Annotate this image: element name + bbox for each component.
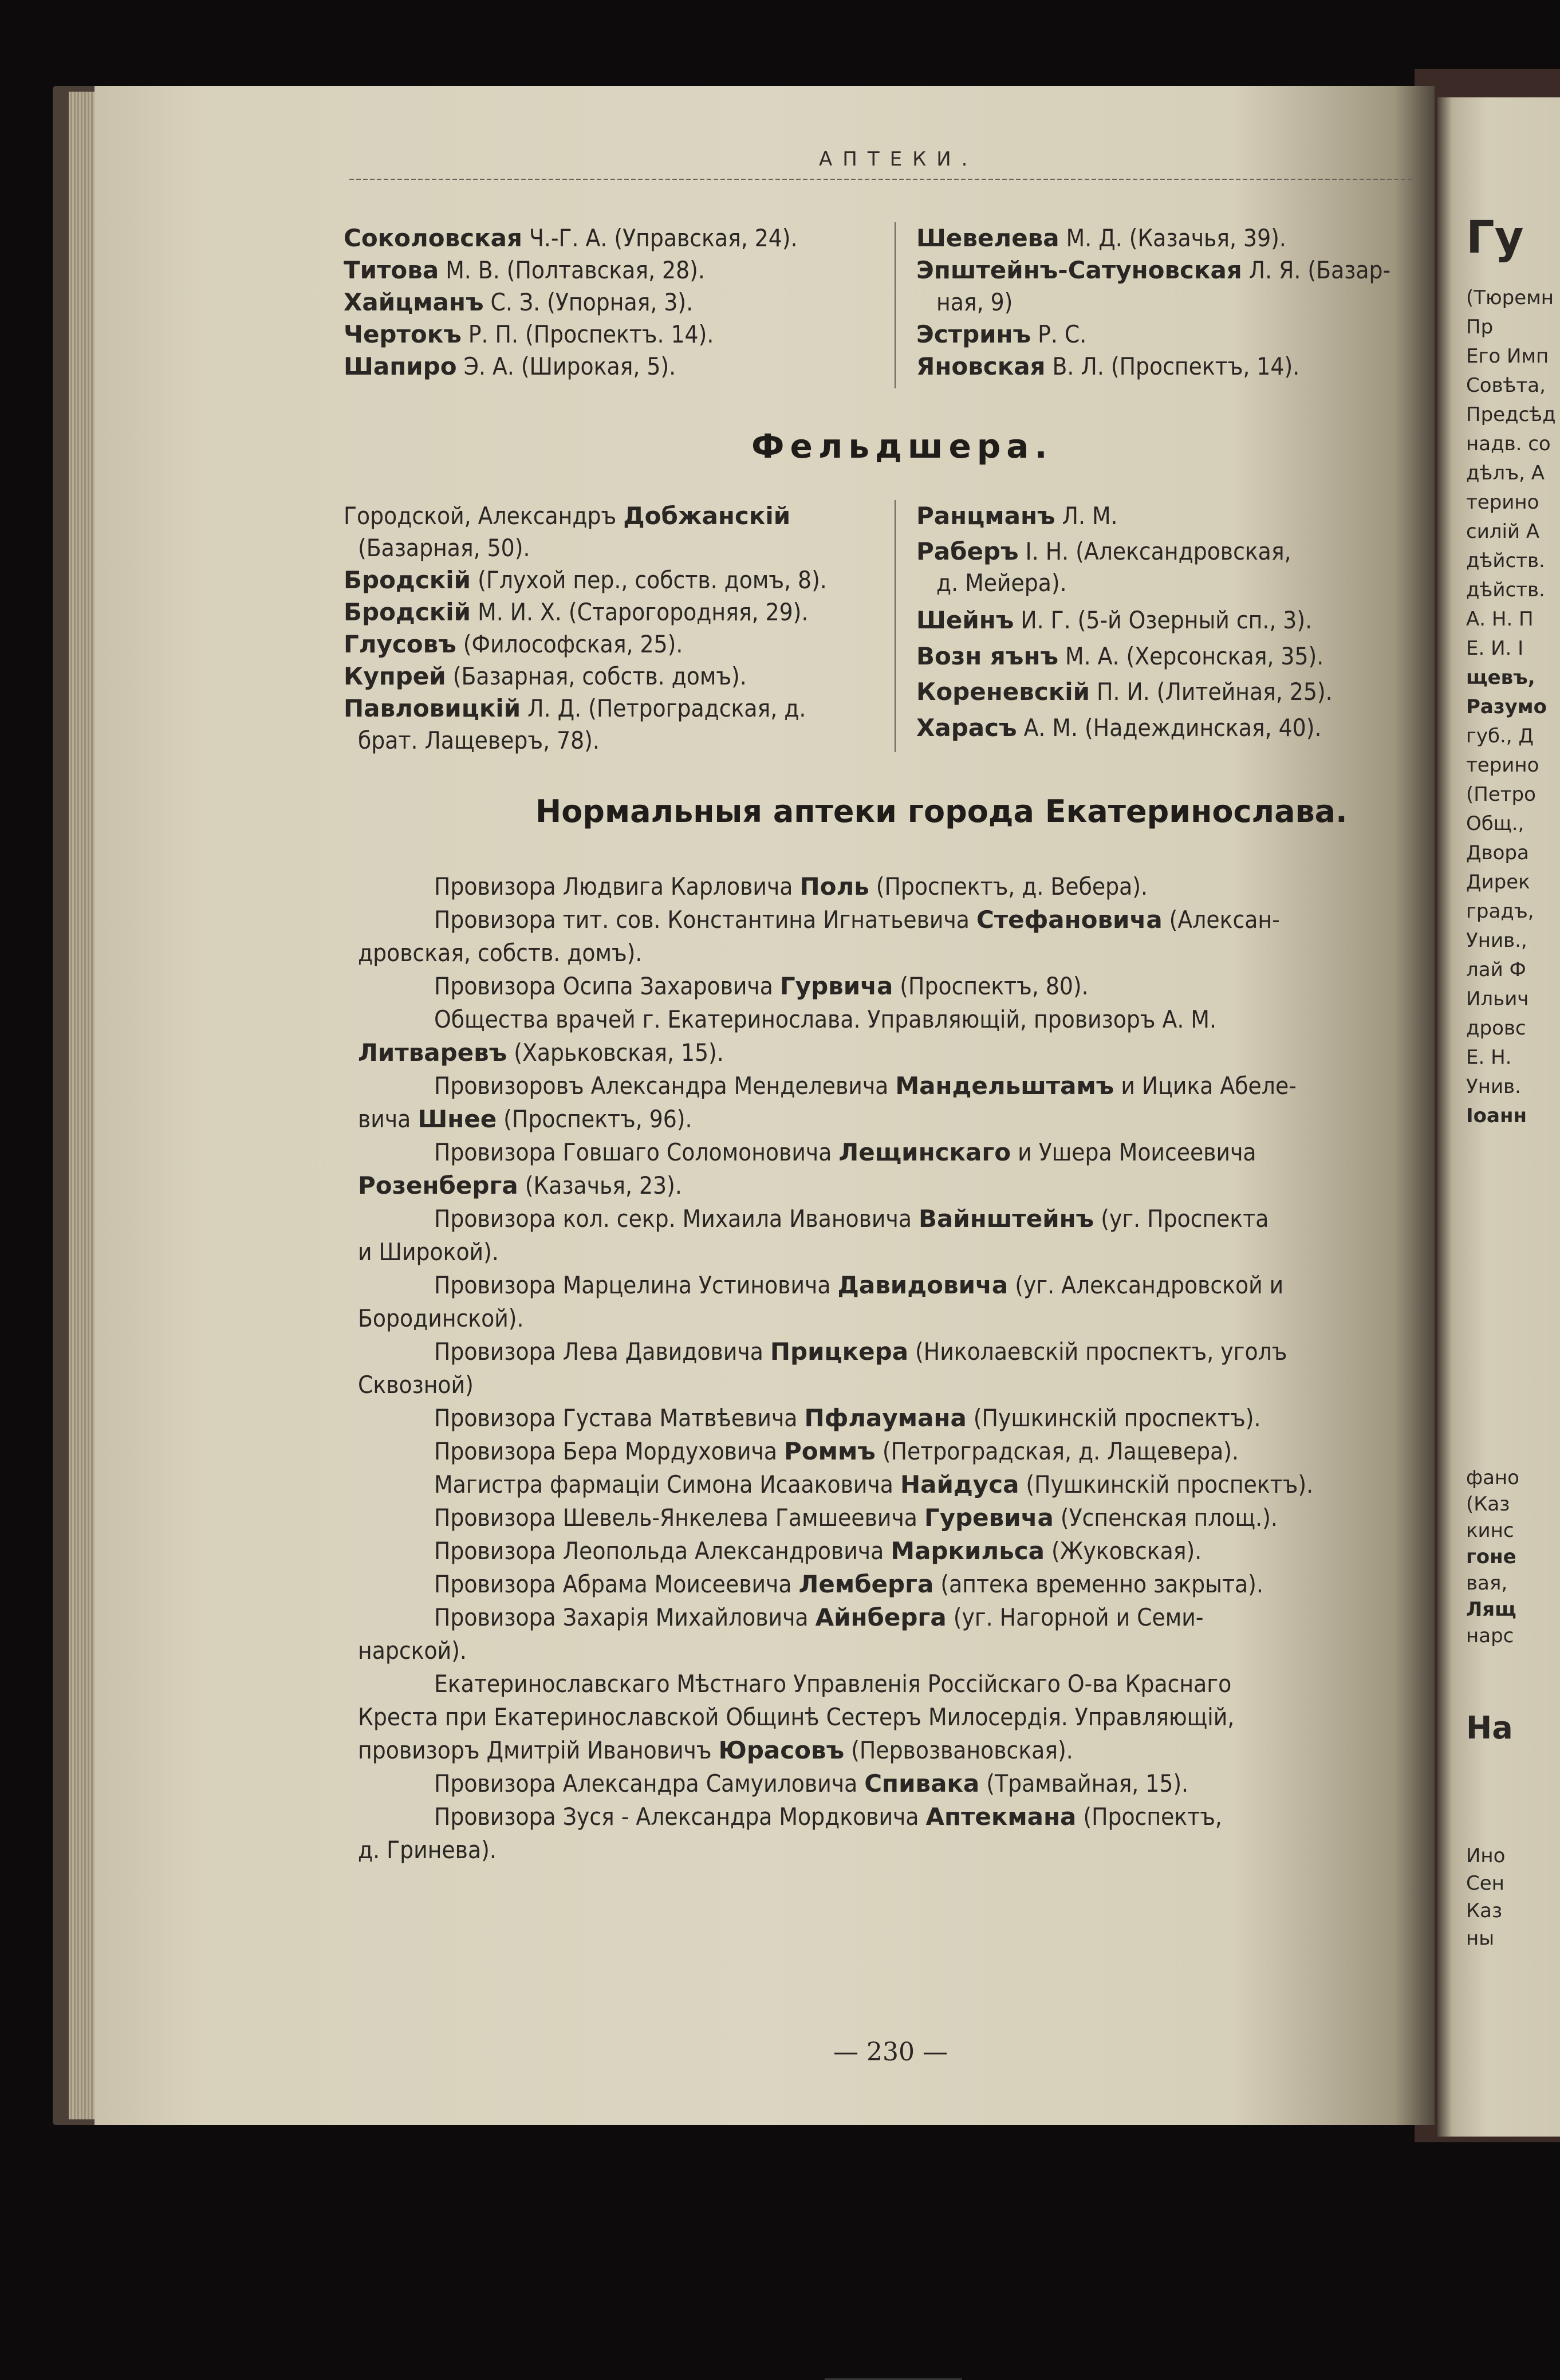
entry-text: д. Мейера). (936, 569, 1067, 597)
right-page-text: Разумо (1466, 695, 1547, 718)
surname: Давидовича (837, 1271, 1009, 1299)
surname: Эпштейнъ-Сатуновская (916, 256, 1242, 284)
column-divider-top (895, 222, 896, 388)
right-page-text: губ., Д (1466, 725, 1534, 748)
surname: Найдуса (900, 1470, 1019, 1498)
entry-text: (Базарная, собств. домъ). (446, 662, 747, 690)
entry-text: (аптека временно закрыта). (933, 1570, 1263, 1598)
pharmacy-entry (434, 1535, 1201, 1567)
surname: Харасъ (916, 714, 1017, 742)
right-page-text: градъ, (1466, 900, 1534, 923)
pharmacy-entry (434, 1004, 1216, 1036)
right-page-text: кинс (1466, 1519, 1514, 1542)
feldsher-right-entry (916, 640, 1323, 672)
surname: Розенберга (358, 1171, 518, 1199)
right-page-text: Сен (1466, 1872, 1504, 1895)
surname: Шапиро (344, 352, 457, 380)
column-divider-feldshers (895, 500, 896, 752)
entry-text: Провизора Шевель-Янкелева Гамшеевича (434, 1504, 924, 1532)
entry-text: брат. Лащеверъ, 78). (358, 726, 600, 754)
entry-text: Магистра фармаціи Симона Исааковича (434, 1470, 900, 1498)
surname: Раберъ (916, 537, 1019, 565)
surname: Кореневскій (916, 678, 1090, 706)
entry-text: (уг. Проспекта (1094, 1205, 1269, 1233)
pharmacy-entry-cont (358, 1635, 467, 1667)
pharmacy-entry (434, 1469, 1313, 1501)
entry-text: Л. Д. (Петроградская, д. (521, 694, 806, 722)
entry-text: М. В. (Полтавская, 28). (439, 256, 705, 284)
right-page-text: гоне (1466, 1545, 1516, 1568)
pharmacy-entry (434, 1336, 1287, 1368)
right-page-text: Пр (1466, 316, 1494, 339)
pharmacy-entry-cont (358, 1369, 474, 1401)
entry-text: Э. А. (Широкая, 5). (456, 352, 676, 380)
right-page-text: Каз (1466, 1899, 1503, 1922)
entry-text: Сквозной) (358, 1371, 474, 1399)
pharmacy-entry-cont (358, 1170, 682, 1202)
right-page-text: Дирек (1466, 871, 1530, 894)
entry-text: Провизора Зуся - Александра Мордковича (434, 1803, 926, 1831)
right-page-text: Іоанн (1466, 1104, 1527, 1127)
entry-text: Бородинской). (358, 1304, 524, 1332)
surname: Роммъ (784, 1437, 876, 1465)
entry-text: (уг. Александровской и (1008, 1271, 1284, 1299)
pharmacy-entry (434, 1502, 1278, 1534)
entry-text: Провизора Бера Мордуховича (434, 1437, 784, 1465)
pharmacy-entry (434, 1269, 1283, 1301)
surname: Эстринъ (916, 320, 1031, 348)
feldsher-left-entry (344, 660, 747, 693)
entry-text: (Проспектъ, 80). (893, 972, 1089, 1000)
entry-text: (Успенская площ.). (1053, 1504, 1278, 1532)
right-page-text: Унив., (1466, 929, 1527, 952)
surname: Гуревича (924, 1504, 1054, 1532)
entry-text: (Петроградская, д. Лащевера). (875, 1437, 1239, 1465)
pharmacy-entry (434, 1801, 1222, 1833)
surname: Купрей (344, 662, 446, 690)
entry-text: М. И. Х. (Старогородняя, 29). (471, 598, 809, 626)
right-page-text: терино (1466, 754, 1539, 777)
pharmacy-entry (434, 1402, 1260, 1434)
entry-text: Общества врачей г. Екатеринослава. Управляющій, провизоръ А. М. (434, 1005, 1216, 1033)
entry-text: Провизора Осипа Захаровича (434, 972, 780, 1000)
pharmacy-entry (434, 1768, 1188, 1800)
entry-text: д. Гринева). (358, 1836, 497, 1864)
surname: Хайцманъ (344, 288, 484, 316)
feldsher-right-entry (916, 604, 1312, 636)
surname: Айнберга (815, 1603, 947, 1631)
entry-text: (Алексан- (1162, 906, 1280, 934)
surname: Маркильса (891, 1537, 1045, 1565)
right-page-text: (Каз (1466, 1493, 1510, 1516)
top-right-entry (916, 222, 1286, 254)
entry-text: Провизоровъ Александра Менделевича (434, 1072, 896, 1100)
feldsher-left-entry (344, 564, 827, 596)
feldsher-left-entry (358, 532, 530, 564)
right-page-text: дровс (1466, 1017, 1526, 1040)
entry-text: М. Д. (Казачья, 39). (1059, 224, 1286, 252)
surname: Пфлаумана (804, 1404, 967, 1432)
right-page-text: (Тюремн (1466, 286, 1554, 309)
surname: Титова (344, 256, 439, 284)
right-page-text: А. Н. П (1466, 608, 1534, 631)
entry-text: Провизора Людвига Карловича (434, 872, 800, 900)
pharmacy-entry-cont (358, 1734, 1073, 1767)
surname: Гурвича (779, 972, 893, 1000)
entry-text: (Базарная, 50). (358, 534, 530, 562)
feldsher-left-entry (344, 500, 790, 532)
top-left-entry (344, 351, 676, 383)
surname: Прицкера (770, 1337, 909, 1366)
right-page-text: щевъ, (1466, 666, 1535, 689)
entry-text: Городской, Александръ (344, 502, 624, 530)
pharmacy-entry-cont (358, 1303, 524, 1335)
entry-text: Провизора Марцелина Устиновича (434, 1271, 838, 1299)
pharmacy-entry (434, 1435, 1239, 1468)
entry-text: (Харьковская, 15). (507, 1038, 724, 1067)
pharmacy-entry (434, 1203, 1269, 1235)
entry-text: (Глухой пер., собств. домъ, 8). (471, 566, 827, 594)
section-title-pharmacies: Нормальныя аптеки города Екатеринослава. (535, 793, 1348, 829)
entry-text: Креста при Екатеринославской Общинѣ Сестеръ Милосердія. Управляющій, (358, 1703, 1235, 1731)
entry-text: Л. Я. (Базар- (1242, 256, 1391, 284)
pharmacy-entry (434, 871, 1148, 903)
surname: Бродскій (344, 598, 471, 626)
entry-text: (Философская, 25). (456, 630, 683, 658)
right-page-text: Его Имп (1466, 345, 1549, 368)
pharmacy-entry-cont (358, 1236, 499, 1268)
entry-text: Екатеринославскаго Мѣстнаго Управленія Россійскаго О-ва Краснаго (434, 1670, 1232, 1698)
pharmacy-entry (434, 1602, 1203, 1634)
entry-text: П. И. (Литейная, 25). (1090, 678, 1333, 706)
right-page-text: Е. И. І (1466, 637, 1524, 660)
entry-text: (Жуковская). (1045, 1537, 1202, 1565)
surname: Шевелева (916, 224, 1059, 252)
feldsher-right-entry (916, 676, 1333, 708)
entry-text: (Проспектъ, (1076, 1803, 1222, 1831)
entry-text: В. Л. (Проспектъ, 14). (1045, 352, 1300, 380)
pharmacy-entry (434, 1568, 1263, 1600)
feldsher-right-entry (916, 500, 1118, 532)
right-page-text: Е. Н. (1466, 1046, 1512, 1069)
entry-text: (Пушкинскій проспектъ). (966, 1404, 1261, 1432)
feldsher-right-entry (916, 712, 1321, 744)
entry-text: С. З. (Упорная, 3). (483, 288, 694, 316)
right-page-text: ны (1466, 1927, 1495, 1950)
surname: Соколовская (344, 224, 522, 252)
pharmacy-entry (434, 1668, 1231, 1700)
pharmacy-entry-cont (358, 1103, 692, 1135)
entry-text: Ч.-Г. А. (Управская, 24). (522, 224, 798, 252)
pharmacy-entry (434, 1136, 1256, 1169)
feldsher-right-entry (936, 567, 1067, 599)
right-page-text: Унив. (1466, 1075, 1521, 1098)
right-page-text: дѣйств. (1466, 579, 1545, 601)
right-page-text: Двора (1466, 841, 1529, 864)
entry-text: (Трамвайная, 15). (979, 1769, 1189, 1797)
surname: Шнее (417, 1105, 497, 1133)
right-page-text: силій А (1466, 520, 1540, 543)
feldsher-right-entry (916, 536, 1291, 568)
entry-text: Провизора Говшаго Соломоновича (434, 1138, 839, 1166)
feldsher-left-entry (344, 596, 808, 628)
entry-text: Провизора Абрама Моисеевича (434, 1570, 799, 1598)
right-page-text: дѣлъ, А (1466, 462, 1545, 485)
entry-text: вича (358, 1105, 418, 1133)
feldsher-left-entry (358, 725, 600, 757)
entry-text: нарской). (358, 1637, 467, 1665)
pharmacy-entry (434, 970, 1089, 1002)
surname: Чертокъ (344, 320, 462, 348)
right-page-text: Предсѣд (1466, 403, 1556, 426)
running-head: АПТЕКИ. (819, 148, 978, 171)
pharmacy-entry (434, 904, 1280, 936)
right-page-text: (Петро (1466, 783, 1536, 806)
entry-text: И. Г. (5-й Озерный сп., 3). (1014, 606, 1313, 634)
surname: Лещинскаго (838, 1138, 1011, 1166)
right-page-text: фано (1466, 1466, 1519, 1489)
entry-text: и Ушера Моисеевича (1011, 1138, 1256, 1166)
entry-text: Л. М. (1055, 502, 1118, 530)
entry-text: провизоръ Дмитрій Ивановичъ (358, 1736, 719, 1764)
pharmacy-entry-cont (358, 1037, 724, 1069)
surname: Юрасовъ (718, 1736, 845, 1764)
section-title-feldshers: Фельдшера. (751, 427, 1053, 466)
right-page-text: Лящ (1466, 1598, 1516, 1621)
surname: Возн яънъ (916, 642, 1059, 670)
right-page-text: Общ., (1466, 812, 1524, 835)
entry-text: (Первозвановская). (844, 1736, 1073, 1764)
surname: Глусовъ (344, 630, 456, 658)
entry-text: Провизора тит. сов. Константина Игнатьевича (434, 906, 976, 934)
top-left-entry (344, 222, 798, 254)
surname: Бродскій (344, 566, 471, 594)
entry-text: Провизора Захарія Михайловича (434, 1603, 816, 1631)
top-right-entry (916, 351, 1299, 383)
feldsher-left-entry (344, 628, 683, 660)
pharmacy-entry-cont (358, 1701, 1234, 1733)
right-page-text: лай Ф (1466, 958, 1526, 981)
entry-text: Провизора кол. секр. Михаила Ивановича (434, 1205, 919, 1233)
entry-text: (Казачья, 23). (518, 1171, 682, 1199)
surname: Спивака (864, 1769, 980, 1797)
right-page-text: Ино (1466, 1844, 1506, 1867)
surname: Добжанскій (623, 502, 791, 530)
right-page-text: дѣйств. (1466, 549, 1545, 572)
entry-text: ная, 9) (936, 288, 1013, 316)
entry-text: (Проспектъ, 96). (497, 1105, 692, 1133)
entry-text: Провизора Леопольда Александровича (434, 1537, 891, 1565)
surname: Вайнштейнъ (918, 1205, 1094, 1233)
pharmacy-entry-cont (358, 1834, 497, 1866)
right-page-text: Совѣта, (1466, 374, 1546, 397)
right-page-text: Гу (1466, 212, 1524, 263)
feldsher-left-entry (344, 693, 806, 725)
surname: Яновская (916, 352, 1046, 380)
right-page-text: нарс (1466, 1624, 1514, 1647)
entry-text: Провизора Александра Самуиловича (434, 1769, 865, 1797)
pharmacy-entry-cont (358, 937, 642, 969)
top-right-entry (936, 286, 1013, 318)
entry-text: и Ицика Абеле- (1114, 1072, 1297, 1100)
surname: Поль (799, 872, 869, 900)
entry-text: (Пушкинскій проспектъ). (1019, 1470, 1314, 1498)
right-page-text: Ильич (1466, 988, 1529, 1010)
surname: Павловицкій (344, 694, 521, 722)
entry-text: М. А. (Херсонская, 35). (1058, 642, 1324, 670)
surname: Ранцманъ (916, 502, 1055, 530)
top-left-entry (344, 254, 705, 286)
entry-text: Провизора Густава Матвѣевича (434, 1404, 805, 1432)
right-page-text: На (1466, 1710, 1513, 1746)
entry-text: Провизора Лева Давидовича (434, 1337, 770, 1366)
surname: Лемберга (798, 1570, 934, 1598)
entry-text: (Проспектъ, д. Вебера). (869, 872, 1148, 900)
entry-text: (Николаевскій проспектъ, уголъ (908, 1337, 1287, 1366)
right-page-text: надв. со (1466, 432, 1551, 455)
surname: Литваревъ (358, 1038, 507, 1067)
surname: Аптекмана (925, 1803, 1077, 1831)
top-left-entry (344, 286, 693, 318)
header-rule (349, 179, 1415, 180)
entry-text: Р. С. (1031, 320, 1087, 348)
surname: Стефановича (976, 906, 1163, 934)
entry-text: Р. П. (Проспектъ. 14). (461, 320, 714, 348)
surname: Мандельштамъ (895, 1072, 1114, 1100)
entry-text: дровская, собств. домъ). (358, 939, 643, 967)
entry-text: и Широкой). (358, 1238, 499, 1266)
right-page-text: терино (1466, 491, 1539, 514)
top-right-entry (916, 254, 1390, 286)
entry-text: І. Н. (Александровская, (1018, 537, 1291, 565)
entry-text: А. М. (Надеждинская, 40). (1017, 714, 1322, 742)
surname: Шейнъ (916, 606, 1014, 634)
pharmacy-entry (434, 1070, 1297, 1102)
right-page-text: вая, (1466, 1572, 1508, 1595)
top-right-entry (916, 318, 1086, 351)
entry-text: (уг. Нагорной и Семи- (946, 1603, 1204, 1631)
top-left-entry (344, 318, 714, 351)
page-number: — 230 — (833, 2037, 948, 2067)
